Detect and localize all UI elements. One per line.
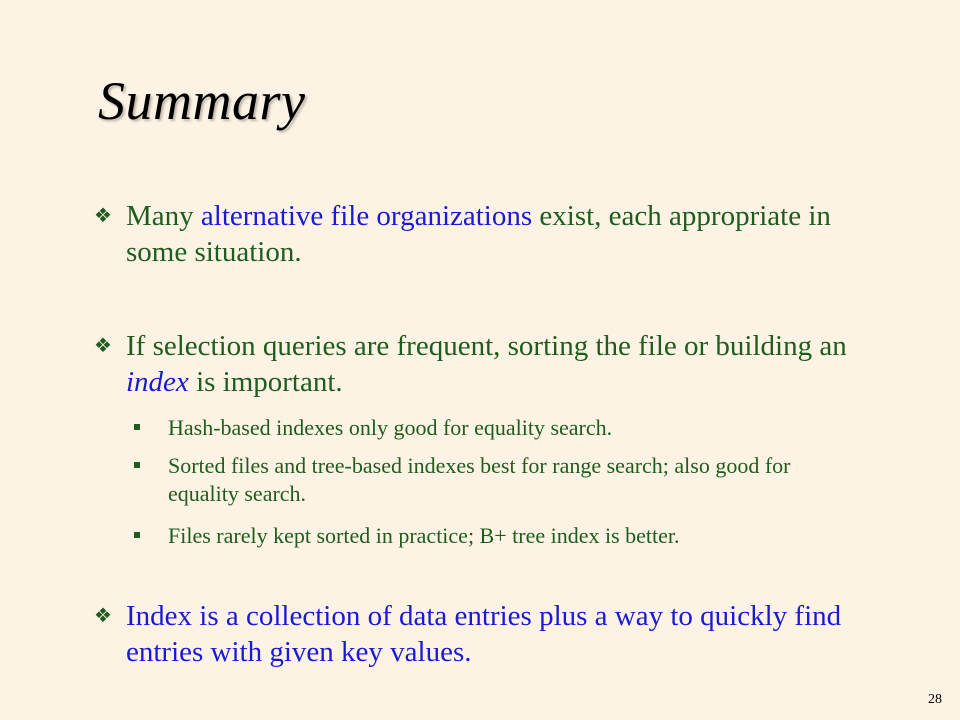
bullet-2-text — [126, 328, 850, 400]
page-number: 28 — [928, 692, 942, 707]
bullet-2 — [90, 328, 850, 400]
square-bullet-icon — [134, 424, 140, 430]
bullet-1-post: exist, each appropriate in some situation. — [126, 200, 831, 268]
bullet-1 — [90, 198, 850, 270]
bullet-2-post: is important. — [188, 366, 343, 398]
bullet-3 — [90, 598, 850, 670]
bullet-2-emph: index — [126, 366, 189, 398]
sub-bullet-2-text: Sorted files and tree-based indexes best for range search; also good for equality search. — [168, 453, 791, 506]
bullet-3-text: Index is a collection of data entries plus a way to quickly find entries with given key values. — [126, 600, 842, 668]
slide-title: Summary — [98, 71, 306, 131]
sub-bullet-3 — [134, 522, 854, 550]
bullet-1-highlight: alternative file organizations — [200, 200, 533, 232]
sub-bullet-2 — [134, 452, 854, 508]
square-bullet-icon — [134, 462, 140, 468]
sub-bullet-1 — [134, 414, 854, 442]
bullet-1-text — [126, 198, 850, 270]
square-bullet-icon — [134, 532, 140, 538]
diamond-bullet-icon: ❖ — [94, 605, 112, 627]
bullet-1-pre: Many — [126, 200, 201, 232]
diamond-bullet-icon: ❖ — [94, 205, 112, 227]
diamond-bullet-icon: ❖ — [94, 335, 112, 357]
sub-bullet-3-text: Files rarely kept sorted in practice; B+ tree index is better. — [168, 523, 680, 548]
bullet-2-pre: If selection queries are frequent, sorting the file or building an — [126, 330, 847, 362]
sub-bullet-1-text: Hash-based indexes only good for equality search. — [168, 415, 613, 440]
